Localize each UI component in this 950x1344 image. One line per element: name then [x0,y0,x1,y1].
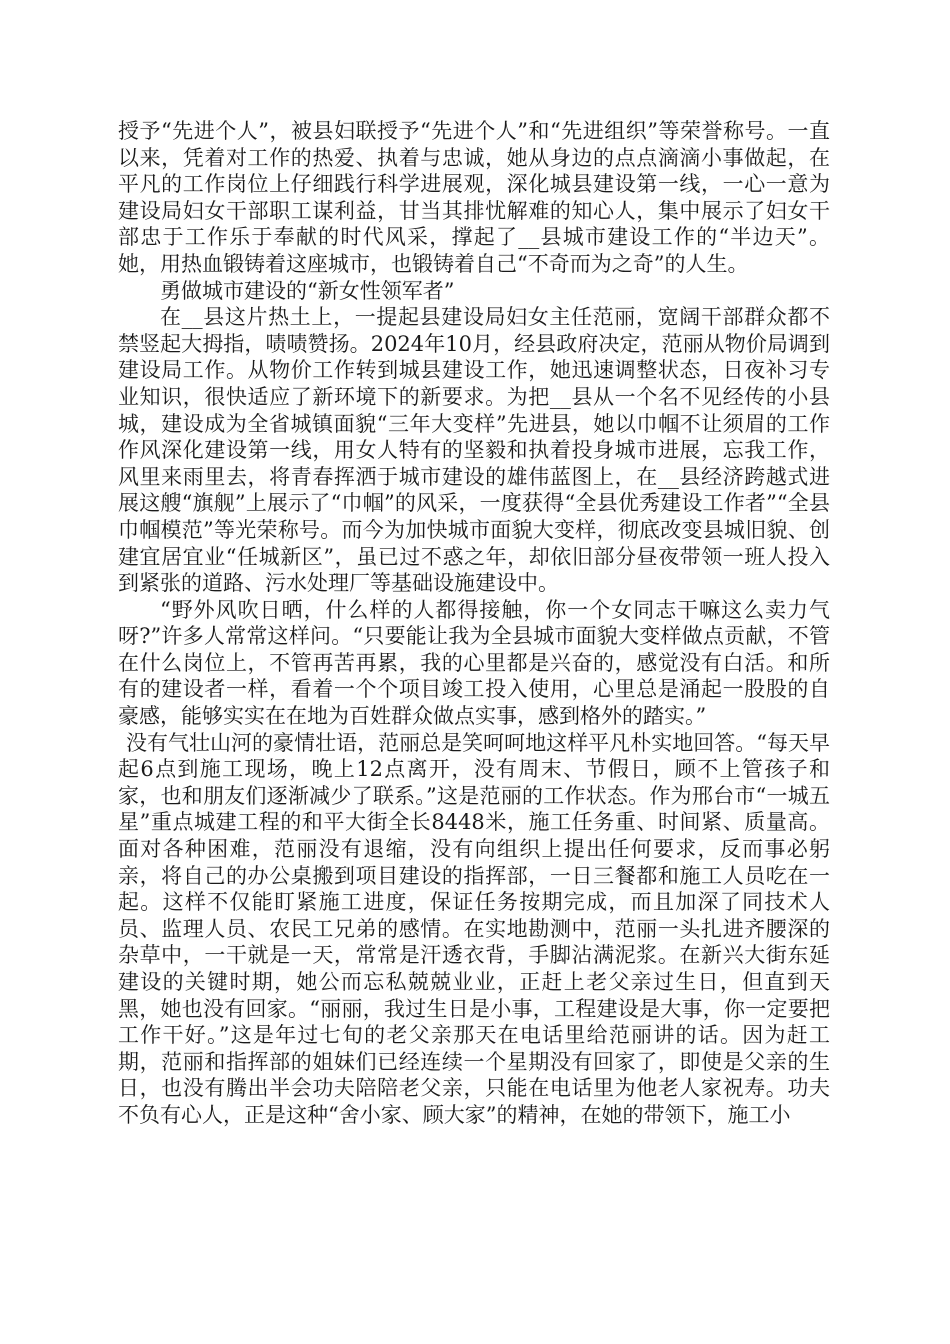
paragraph-intro: 在__县这片热土上，一提起县建设局妇女主任范丽，宽阔干部群众都不禁竖起大拇指，啧啧赞扬。2024年10月，经县政府决定，范丽从物价局调到建设局工作。从物价工作转到城县建设工作，她迅速调整状态，日夜补习专业知识，很快适应了新环境下的新要求。为把__县从一个名不见经传的小县城，建设成为全省城镇面貌“三年大变样”先进县，她以巾帼不让须眉的工作作风深化建设第一线，用女人特有的坚毅和执着投身城市进展，忘我工作，风里来雨里去，将青春挥洒于城市建设的雄伟蓝图上，在__县经济跨越式进展这艘“旗舰”上展示了“巾帼”的风采，一度获得“全县优秀建设工作者”“全县巾帼模范”等光荣称号。而今为加快城市面貌大变样，彻底改变县城旧貌、创建宜居宜业“任城新区”，虽已过不惑之年，却依旧部分昼夜带领一班人投入到紧张的道路、污水处理厂等基础设施建设中。 [118,305,830,596]
paragraph-work-state: 没有气壮山河的豪情壮语，范丽总是笑呵呵地这样平凡朴实地回答。“每天早起6点到施工现场，晚上12点离开，没有周末、节假日，顾不上管孩子和家，也和朋友们逐渐减少了联系。”这是范丽的工作状态。作为邢台市“一城五星”重点城建工程的和平大街全长8448米，施工任务重、时间紧、质量高。面对各种困难，范丽没有退缩，没有向组织上提出任何要求，反而事必躬亲，将自己的办公桌搬到项目建设的指挥部，一日三餐都和施工人员吃在一起。这样不仅能盯紧施工进度，保证任务按期完成，而且加深了同技术人员、监理人员、农民工兄弟的感情。在实地勘测中，范丽一头扎进齐腰深的杂草中，一干就是一天，常常是汗透衣背，手脚沾满泥浆。在新兴大街东延建设的关键时期，她公而忘私兢兢业业，正赶上老父亲过生日，但直到天黑，她也没有回家。“丽丽，我过生日是小事，工程建设是大事，你一定要把工作干好。”这是年过七旬的老父亲那天在电话里给范丽讲的话。因为赶工期，范丽和指挥部的姐妹们已经连续一个星期没有回家了，即使是父亲的生日，也没有腾出半会功夫陪陪老父亲，只能在电话里为他老人家祝寿。功夫不负有心人，正是这种“舍小家、顾大家”的精神，在她的带领下，施工小 [118,730,830,1127]
document-body [118,118,830,1129]
section-heading: 勇做城市建设的“新女性领军者” [160,278,455,303]
paragraph-quote: “野外风吹日晒，什么样的人都得接触，你一个女同志干嘛这么卖力气呀?”许多人常常这样问。“只要能让我为全县城市面貌大变样做点贡献，不管在什么岗位上，不管再苦再累，我的心里都是兴奋的，感觉没有白活。和所有的建设者一样，看着一个个项目竣工投入使用，心里总是涌起一股股的自豪感，能够实实在在地为百姓群众做点实事，感到格外的踏实。” [118,597,830,729]
paragraph-honors: 授予“先进个人”，被县妇联授予“先进个人”和“先进组织”等荣誉称号。一直以来，凭着对工作的热爱、执着与忠诚，她从身边的点点滴滴小事做起，在平凡的工作岗位上仔细践行科学进展观，深化城县建设第一线，一心一意为建设局妇女干部职工谋利益，甘当其排忧解难的知心人，集中展示了妇女干部忠于工作乐于奉献的时代风采，撑起了__县城市建设工作的“半边天”。她，用热血锻铸着这座城市，也锻铸着自己“不奇而为之奇”的人生。 [118,119,830,276]
